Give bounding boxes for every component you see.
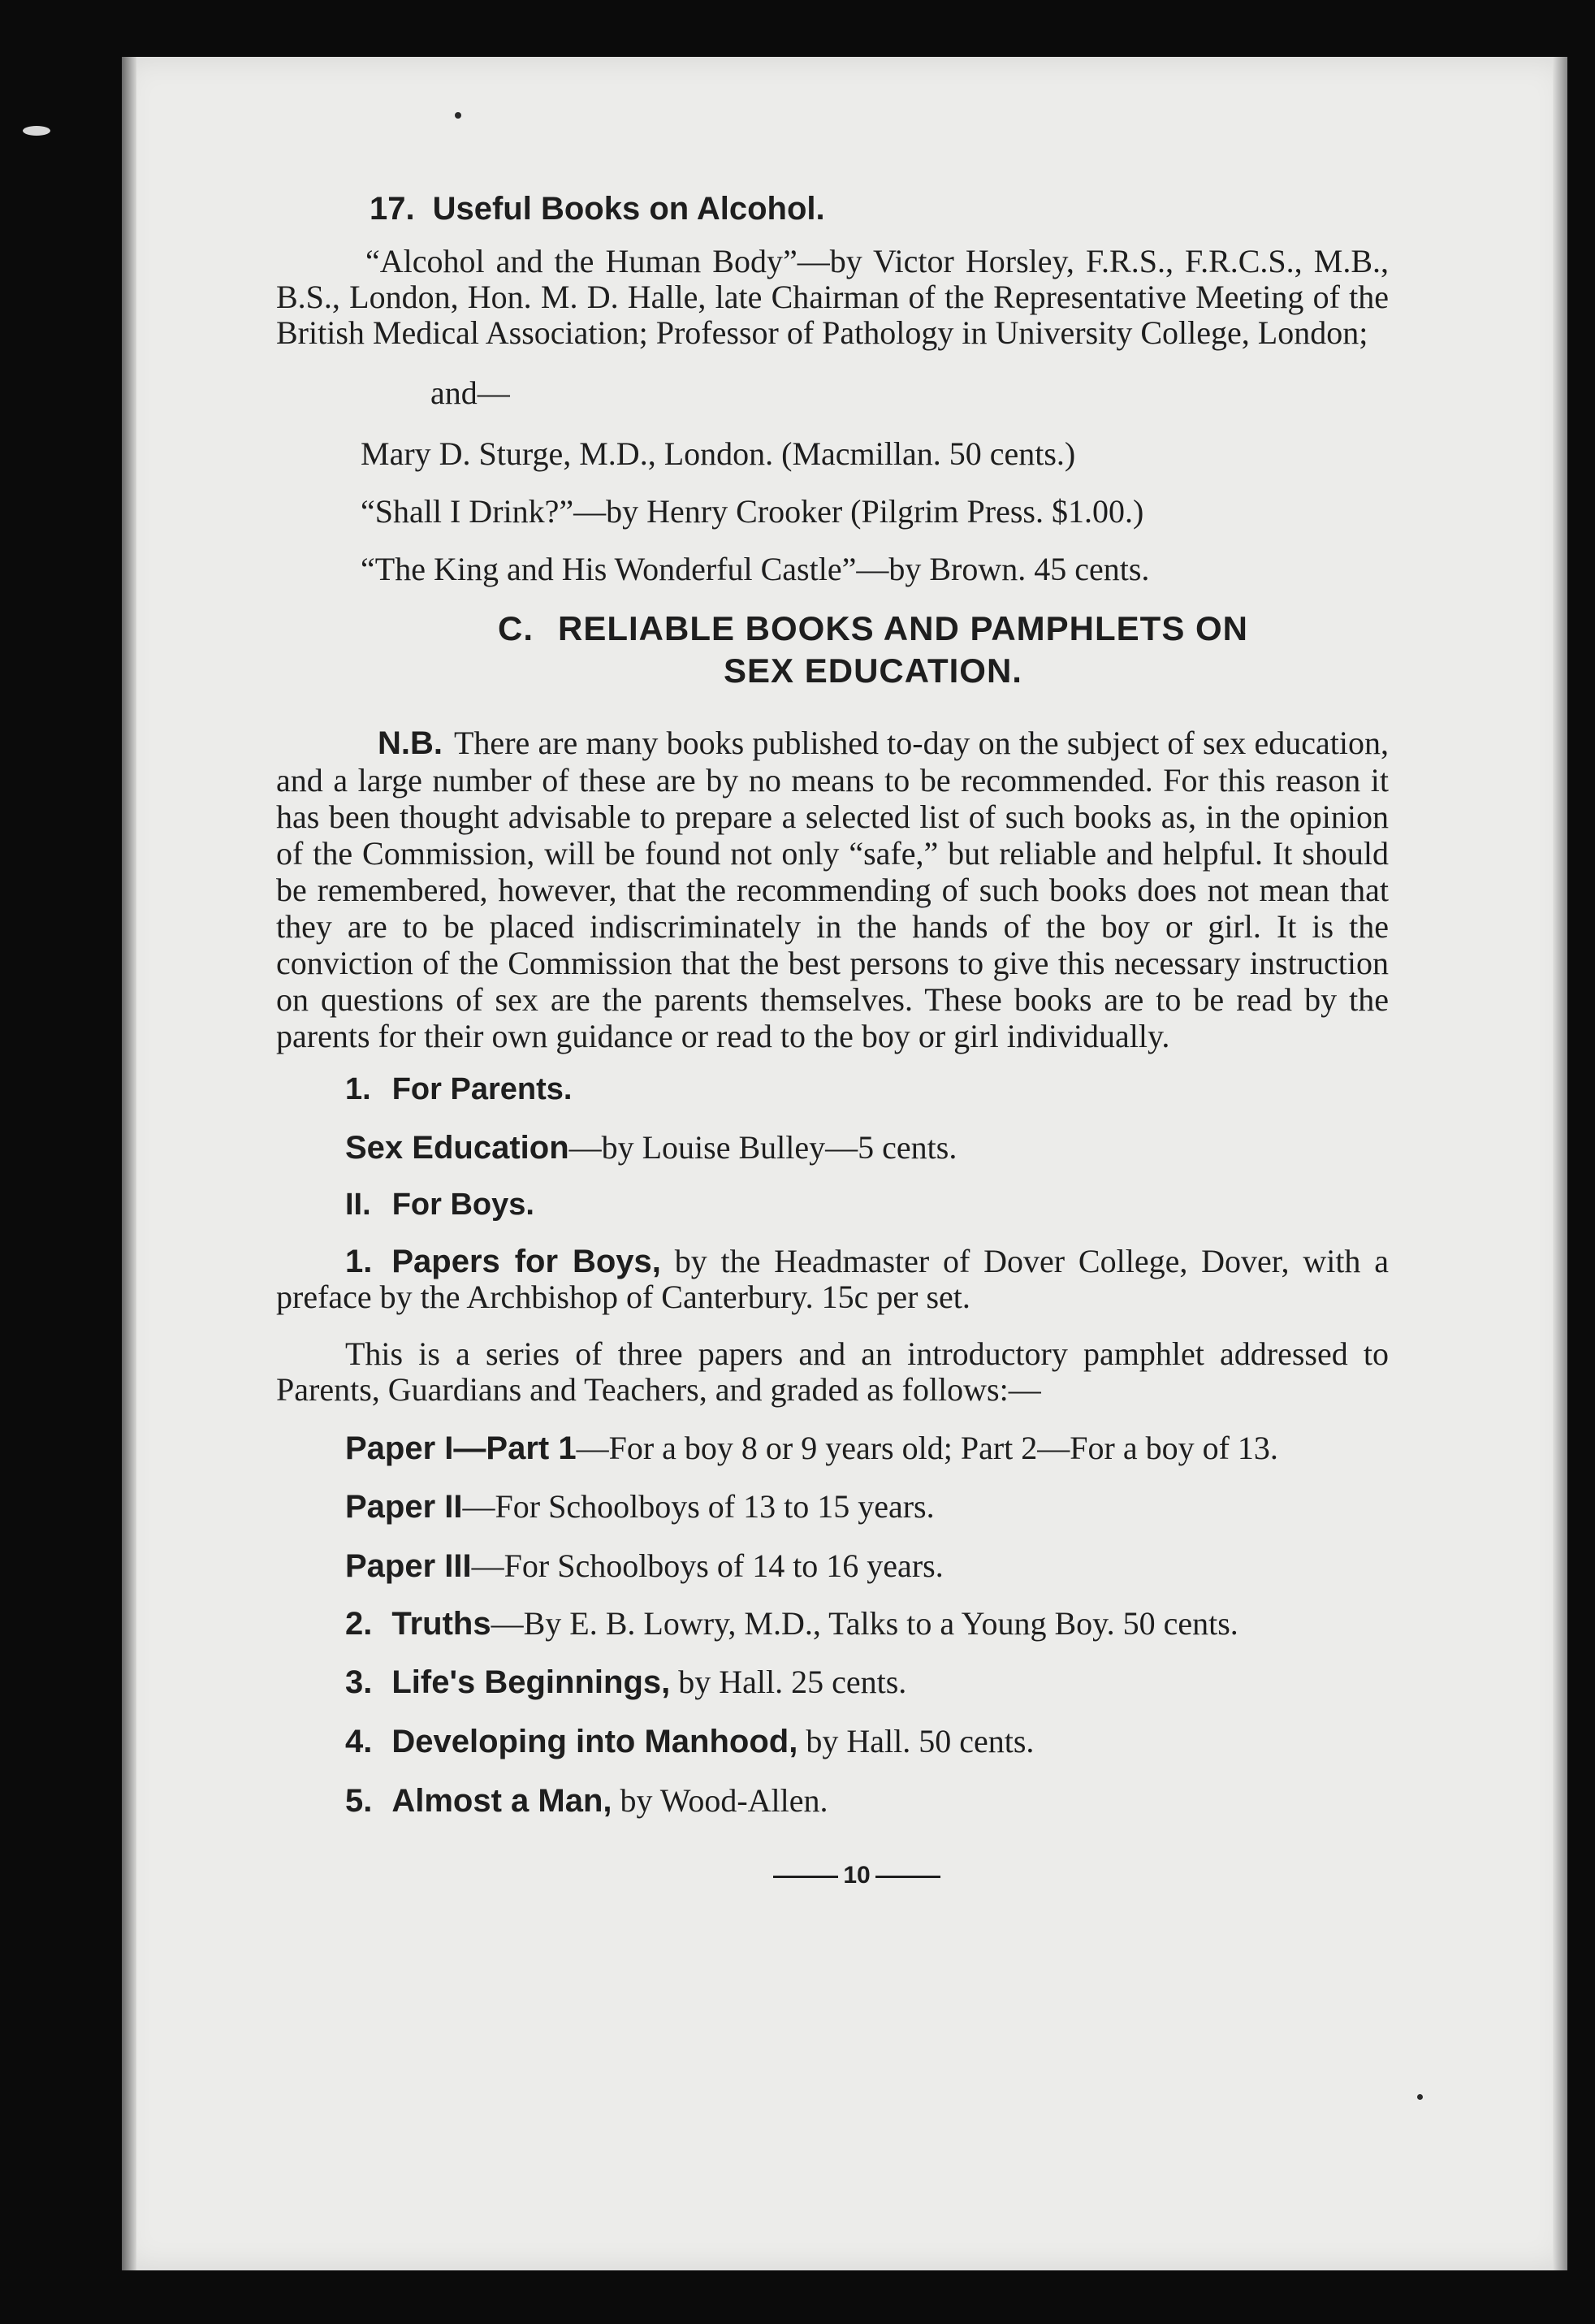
section-17-heading [370,191,1389,227]
list-item-truths: 2. Truths—By E. B. Lowry, M.D., Talks to a Young Boy. 50 cents. [345,1605,1238,1642]
section-number: 17. [370,191,415,227]
list-item-paper-3: Paper III—For Schoolboys of 14 to 16 years. [345,1547,944,1584]
page-right-edge [1553,57,1567,2270]
book-title: Almost a Man, [391,1783,612,1819]
list-item-papers-for-boys: 1. Papers for Boys, by the Headmaster of Dover College, Dover, with a preface by the Archbishop of Canterbury. 15c per set. [276,1243,1389,1315]
list-item-developing-into-manhood: 4. Developing into Manhood, by Hall. 50 cents. [345,1723,1035,1759]
section-title: Useful Books on Alcohol. [432,191,825,227]
list-item-sex-education: Sex Education—by Louise Bulley—5 cents. [345,1129,957,1166]
list-item-paper-1: Paper I—Part 1—For a boy 8 or 9 years old; Part 2—For a boy of 13. [345,1430,1278,1466]
reference-sturge: Mary D. Sturge, M.D., London. (Macmillan. 50 cents.) [361,435,1076,472]
page-content [276,191,1389,1889]
list-item-almost-a-man: 5. Almost a Man, by Wood-Allen. [345,1782,828,1819]
nb-paragraph [276,725,1389,1054]
book-title: Developing into Manhood, [391,1724,798,1759]
book-title: Truths [391,1606,491,1642]
list-item-lifes-beginnings: 3. Life's Beginnings, by Hall. 25 cents. [345,1664,907,1700]
section-c-heading [357,608,1389,692]
book-title: Sex Education [345,1130,569,1166]
section-letter: C. [497,609,534,647]
reference-horsley: “Alcohol and the Human Body”—by Victor Horsley, F.R.S., F.R.C.S., M.B., B.S., London, Hon. M. D. Halle, late Chairman of the Representative Meeting of the British Medical Association; Professor of Pathology in University College, London; [276,243,1389,351]
reference-crooker: “Shall I Drink?”—by Henry Crooker (Pilgrim Press. $1.00.) [361,493,1144,530]
nb-text: There are many books published to-day on the subject of sex education, and a large number of these are by no means to be recommended. For this reason it has been thought advisable to prepare a selected list of such books as, in the opinion of the Commission, will be found not only “safe,” but reliable and helpful. It should be remembered, however, that the recommending of such books does not mean that they are to be placed indiscriminately in the hands of the boy or girl. It is the conviction of the Commission that the best persons to give this necessary instruction on questions of sex are the parents themselves. These books are to be read by the parents for their own guidance or read to the boy or girl individually. [276,725,1389,1054]
list-item-paper-2: Paper II—For Schoolboys of 13 to 15 years. [345,1488,935,1525]
section-c-title-line1: RELIABLE BOOKS AND PAMPHLETS ON [557,609,1249,647]
scan-speck [23,126,50,136]
book-title: Life's Beginnings, [391,1664,671,1700]
page-number: 10 [325,1862,1389,1889]
book-title: Papers for Boys, [391,1244,661,1279]
reference-and: and— [430,374,510,411]
folio-rule-right [875,1876,940,1878]
page-left-edge [122,57,136,2270]
for-parents-heading: 1. For Parents. [345,1072,573,1106]
scan-speck [1417,2094,1423,2100]
scan-speck [455,112,461,119]
for-boys-heading: II. For Boys. [345,1188,534,1222]
section-c-title-line2: SEX EDUCATION. [724,651,1022,690]
reference-brown: “The King and His Wonderful Castle”—by Brown. 45 cents. [361,551,1150,587]
nb-label: N.B. [378,725,443,761]
papers-description: This is a series of three papers and an introductory pamphlet addressed to Parents, Guardians and Teachers, and graded as follows:— [276,1335,1389,1408]
folio-rule-left [773,1876,838,1878]
